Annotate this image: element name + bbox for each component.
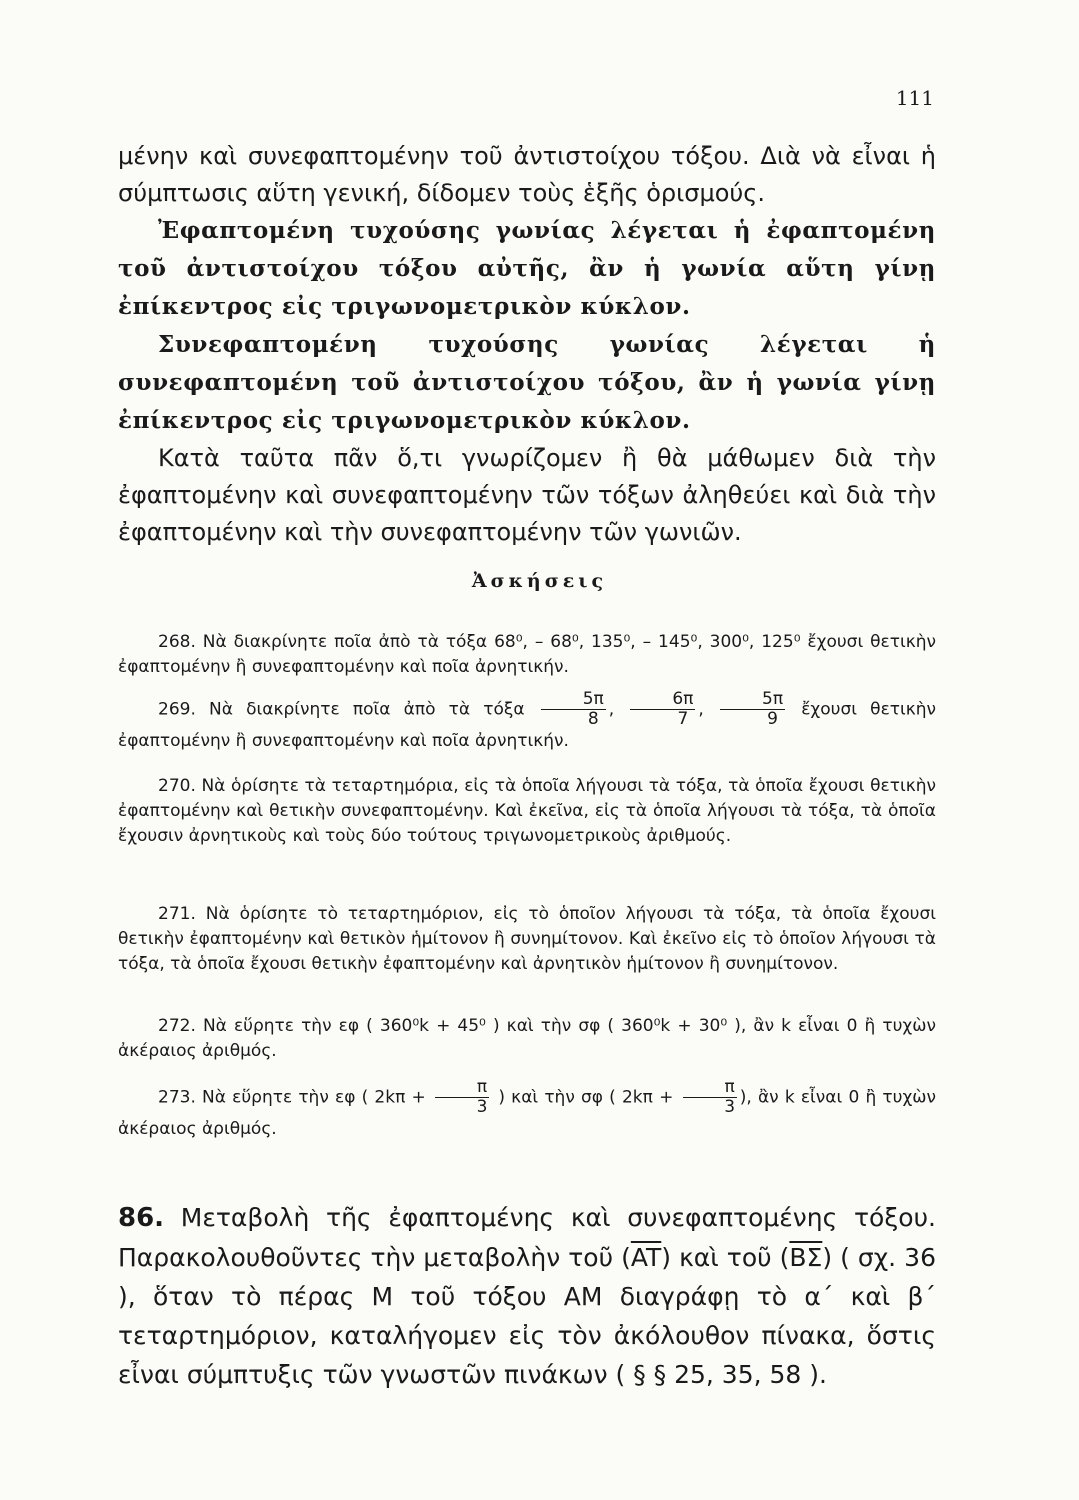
exercise-269-rest: ἔχουσι θετικὴν ἐφαπτομένην ἢ συνεφαπτομένην καὶ ποῖα ἀρνητικήν. [118,699,937,751]
fraction-pi-3-b: $\frac{\pi}{3}$ [683,1078,737,1117]
definition-cotangent: Συνεφαπτομένη τυχούσης γωνίας λέγεται ἡ συνεφαπτομένη τοῦ ἀντιστοίχου τόξου, ἂν ἡ γωνία γίνῃ ἐπίκεντρος εἰς τριγωνομετρικὸν κύκλον. [118,331,936,434]
fraction-5pi-9: $\frac{5\pi}{9}$ [720,690,785,729]
exercise-271: 271. Νὰ ὁρίσητε τὸ τεταρτημόριον, εἰς τὸ ὁποῖον λήγουσι τὰ τόξα, τὰ ὁποῖα ἔχουσι θετικὴν ἐφαπτομένην καὶ θετικὸν ἡμίτονον ἢ συνημίτονον. Καὶ ἐκεῖνο εἰς τὸ ὁποῖον λήγουσι τὰ τόξα, τὰ ὁποῖα ἔχουσι θετικὴν ἐφαπτομένην καὶ ἀρνητικὸν ἡμίτονον ἢ συνημίτονον. [118,904,936,974]
exercise-273 [118,1078,936,1142]
exercise-268: 268. Νὰ διακρίνητε ποῖα ἀπὸ τὰ τόξα 68⁰, – 68⁰, 135⁰, – 145⁰, 300⁰, 125⁰ ἔχουσι θετικὴν ἐφαπτομένην ἢ συνεφαπτομένην καὶ ποῖα ἀρνητικήν. [118,632,936,677]
exercise-273-mid: ) καὶ τὴν σφ ( 2kπ + [498,1087,674,1108]
fraction-5pi-8: $\frac{5\pi}{8}$ [541,690,606,729]
arc-bs: $\overline{B\Sigma}$ [789,1243,823,1272]
fraction-pi-3-a: $\frac{\pi}{3}$ [435,1078,489,1117]
section-number: 86. [118,1203,165,1233]
exercise-273-text: 273. Νὰ εὕρητε τὴν εφ ( 2kπ + [158,1087,426,1108]
exercises-heading: Ἀσκήσεις [471,570,608,592]
section-86 [118,1198,936,1394]
main-text [118,138,936,551]
intro-paragraph: μένην καὶ συνεφαπτομένην τοῦ ἀντιστοίχου τόξου. Διὰ νὰ εἶναι ἡ σύμπτωσις αὕτη γενική, δίδομεν τοὺς ἑξῆς ὁρισμούς. [118,142,936,207]
exercise-269-text: 269. Νὰ διακρίνητε ποῖα ἀπὸ τὰ τόξα [158,699,525,720]
exercise-273-end: ), ἂν k εἶναι 0 ἢ τυχὼν ἀκέραιος ἀριθμός. [118,1087,937,1139]
exercise-269: 269. Νὰ διακρίνητε ποῖα ἀπὸ τὰ τόξα $\frac{5\pi}{8}$ , $\frac{6\pi}{7}$ , $\frac{5\pi}{9}$ ἔχουσι θετικὴν ἐφαπτομένην ἢ συνεφαπτομένην καὶ ποῖα ἀρνητικήν. [118,689,937,751]
exercise-270: 270. Νὰ ὁρίσητε τὰ τεταρτημόρια, εἰς τὰ ὁποῖα λήγουσι τὰ τόξα, τὰ ὁποῖα ἔχουσι θετικὴν ἐφαπτομένην καὶ θετικὴν συνεφαπτομένην. Καὶ ἐκεῖνα, εἰς τὰ ὁποῖα λήγουσι τὰ τόξα, τὰ ὁποῖα ἔχουσιν ἀρνητικοὺς καὶ τοὺς δύο τούτους τριγωνομετρικοὺς ἀριθμούς. [118,776,936,846]
definition-tangent: Ἐφαπτομένη τυχούσης γωνίας λέγεται ἡ ἐφαπτομένη τοῦ ἀντιστοίχου τόξου αὐτῆς, ἂν ἡ γωνία αὕτη γίνῃ ἐπίκεντρος εἰς τριγωνομετρικὸν κύκλον. [118,217,936,320]
arc-at: $\overline{AT}$ [630,1243,662,1272]
summary-paragraph: Κατὰ ταῦτα πᾶν ὅ,τι γνωρίζομεν ἢ θὰ μάθωμεν διὰ τὴν ἐφαπτομένην καὶ συνεφαπτομένην τῶν τόξων ἀληθεύει καὶ διὰ τὴν ἐφαπτομένην καὶ τὴν συνεφαπτομένην τῶν γωνιῶν. [118,444,936,546]
fraction-6pi-7: $\frac{6\pi}{7}$ [630,690,695,729]
section-text-3: ) ( σχ. 36 ), ὅταν τὸ πέρας Μ τοῦ τόξου ΑΜ διαγράφῃ τὸ α΄ καὶ β΄ τεταρτημόριον, καταλήγομεν εἰς τὸν ἀκόλουθον πίνακα, ὅστις εἶναι σύμπτυξις τῶν γνωστῶν πινάκων ( § § 25, 35, 58 ). [118,1243,936,1389]
exercise-272: 272. Νὰ εὕρητε τὴν εφ ( 360⁰k + 45⁰ ) καὶ τὴν σφ ( 360⁰k + 30⁰ ), ἂν k εἶναι 0 ἢ τυχὼν ἀκέραιος ἀριθμός. [118,1016,936,1061]
section-text-1: Μεταβολὴ τῆς ἐφαπτομένης καὶ συνεφαπτομένης τόξου. Παρακολουθοῦντες τὴν μεταβολὴν τοῦ ( [118,1203,936,1272]
section-text-2: ) καὶ τοῦ ( [661,1243,790,1272]
page-number: 111 [895,86,934,110]
